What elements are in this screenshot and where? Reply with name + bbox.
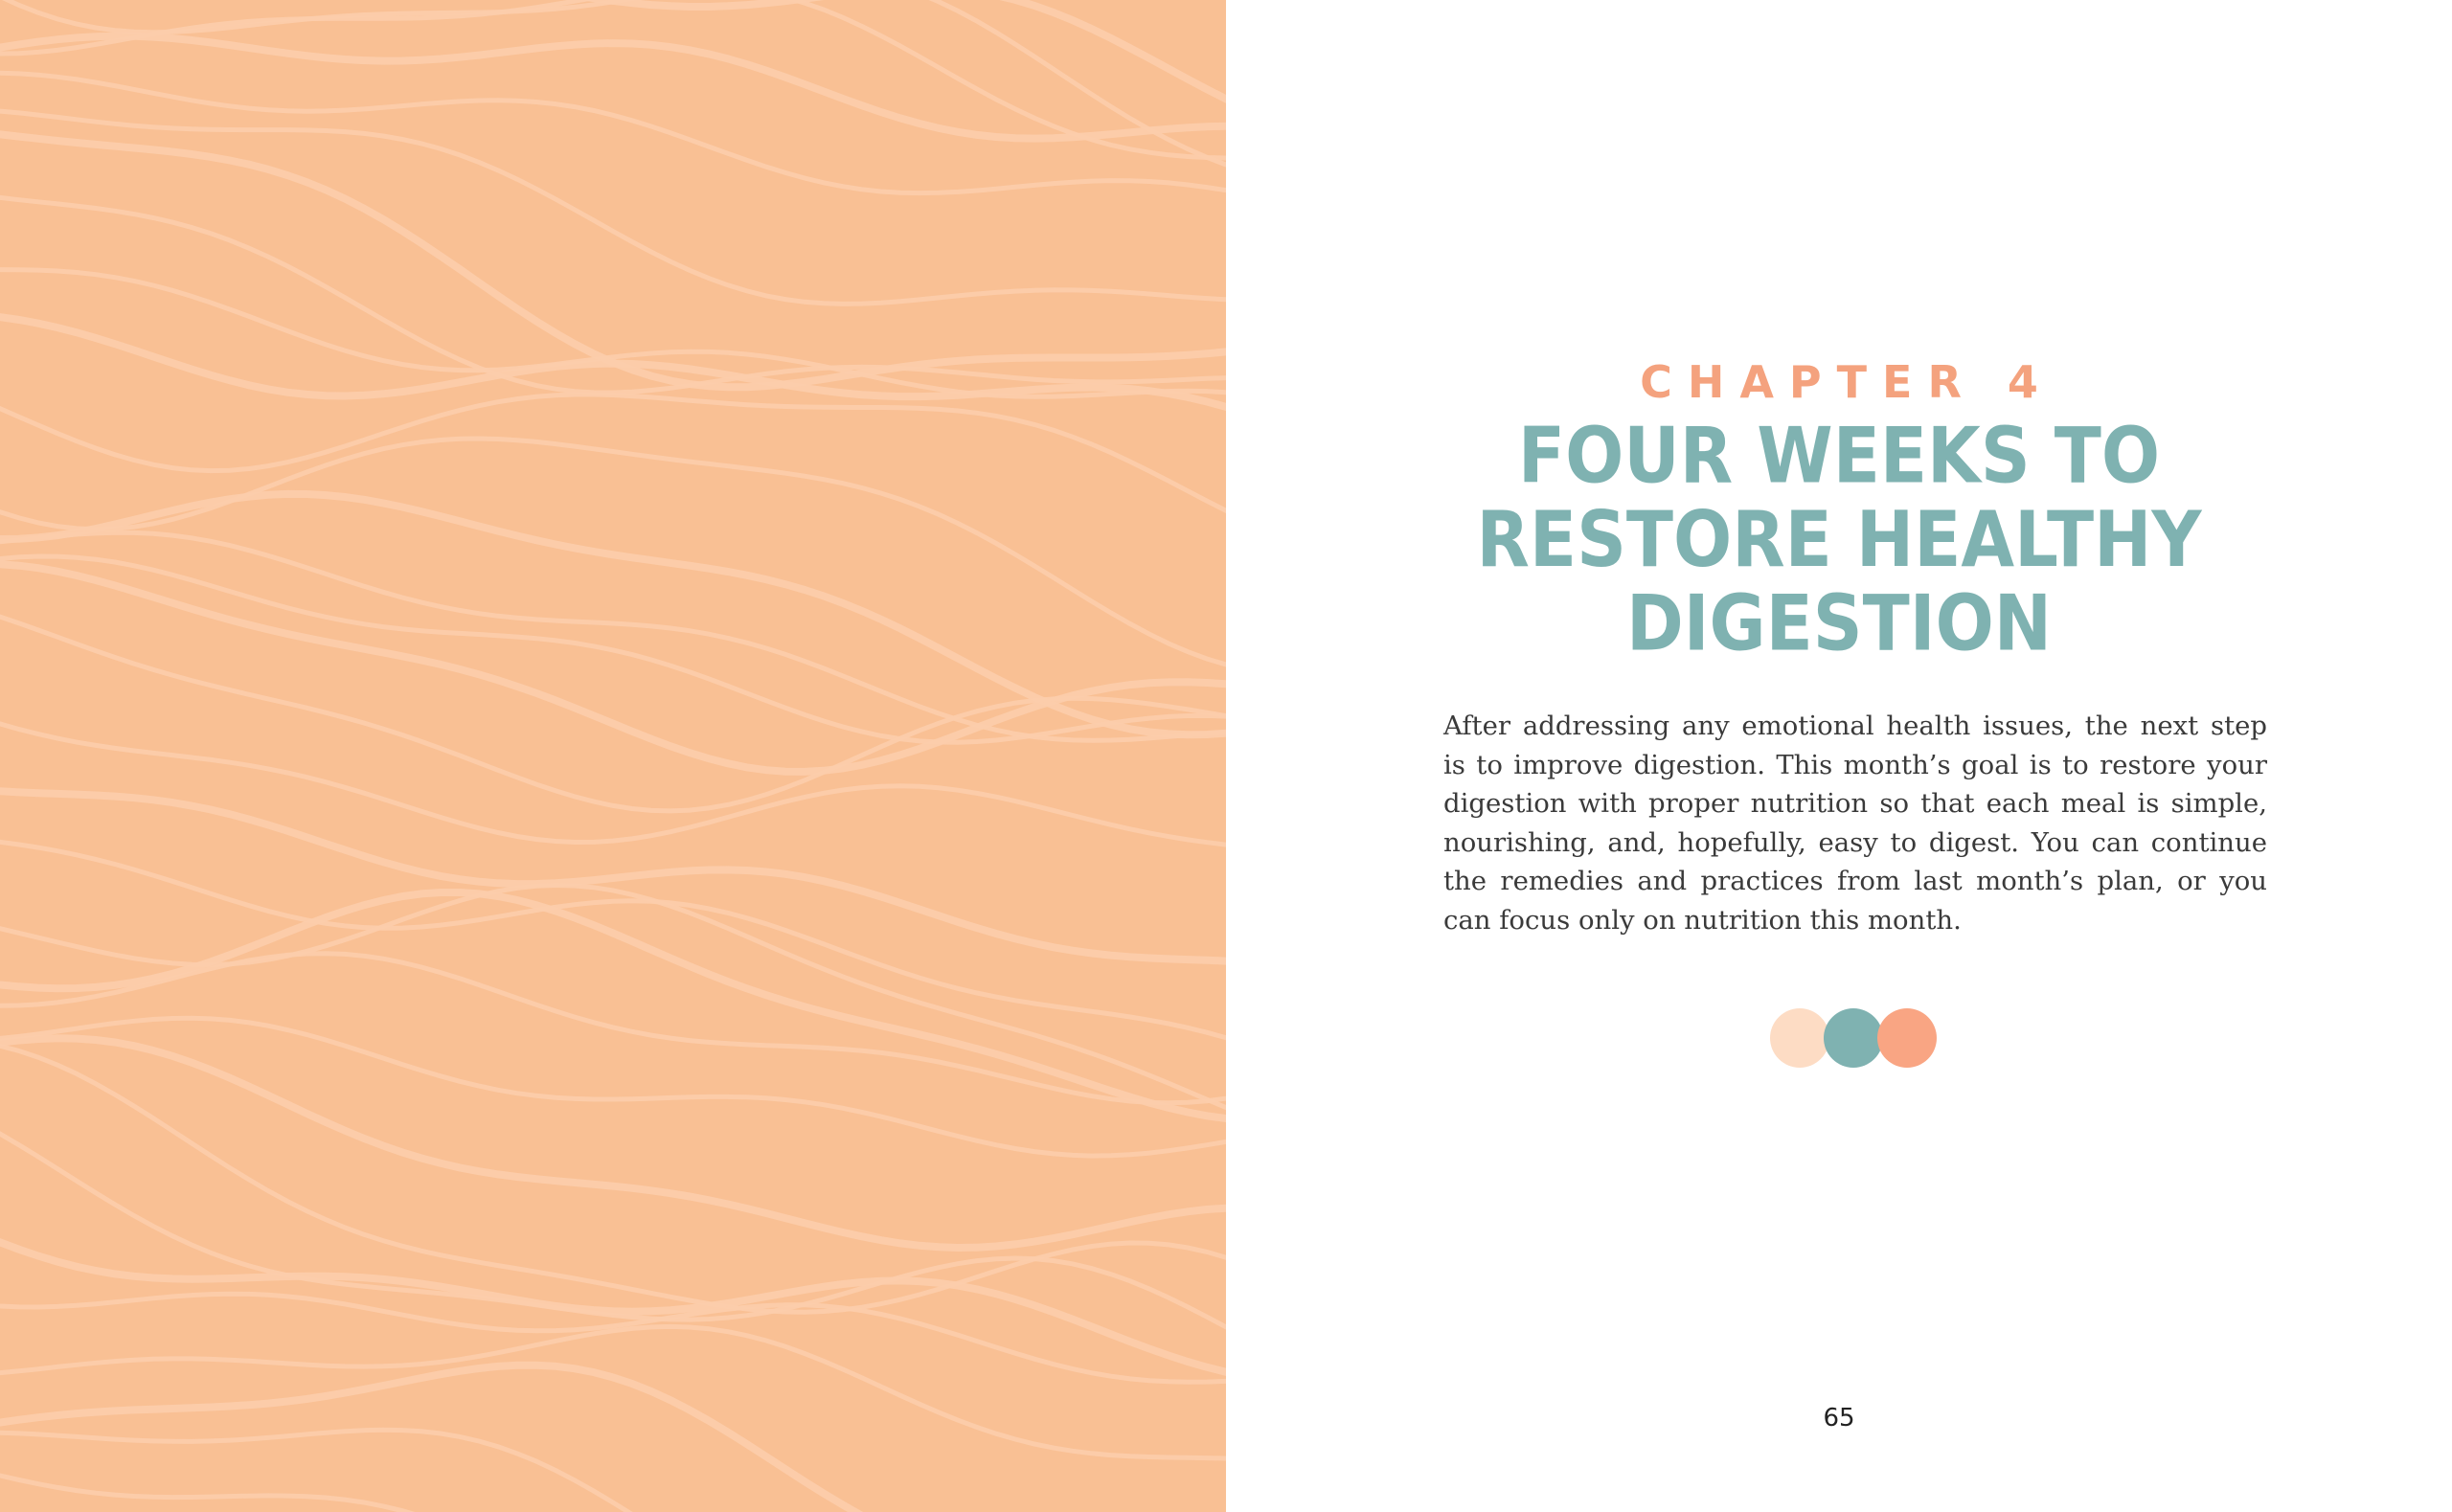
intro-paragraph [1443,707,2267,939]
chapter-title-line: FOUR WEEKS TO [1517,410,2161,501]
paragraph-line: can focus only on nutrition this month. [1443,904,1962,936]
chapter-title [1226,410,2452,668]
paragraph-line: nourishing, and, hopefully, easy to digest. You can continue [1443,826,2267,858]
chapter-label: CHAPTER 4 [1640,356,2054,408]
chapter-opener-page [1226,0,2452,1512]
paragraph-line: the remedies and practices from last month’s plan, or you [1443,866,2267,896]
chapter-title-line: RESTORE HEALTHY [1476,494,2202,585]
page-number: 65 [1823,1404,1855,1433]
chapter-title-line: DIGESTION [1625,577,2053,668]
teal-dot-icon [1824,1008,1883,1068]
light-peach-dot-icon [1770,1008,1829,1068]
paragraph-line: is to improve digestion. This month’s goal is to restore your [1443,749,2267,780]
paragraph-line: digestion with proper nutrition so that each meal is simple, [1443,788,2267,819]
coral-dot-icon [1877,1008,1937,1068]
paragraph-line: After addressing any emotional health issues, the next step [1443,711,2267,741]
decorative-dots [1770,1008,1942,1070]
